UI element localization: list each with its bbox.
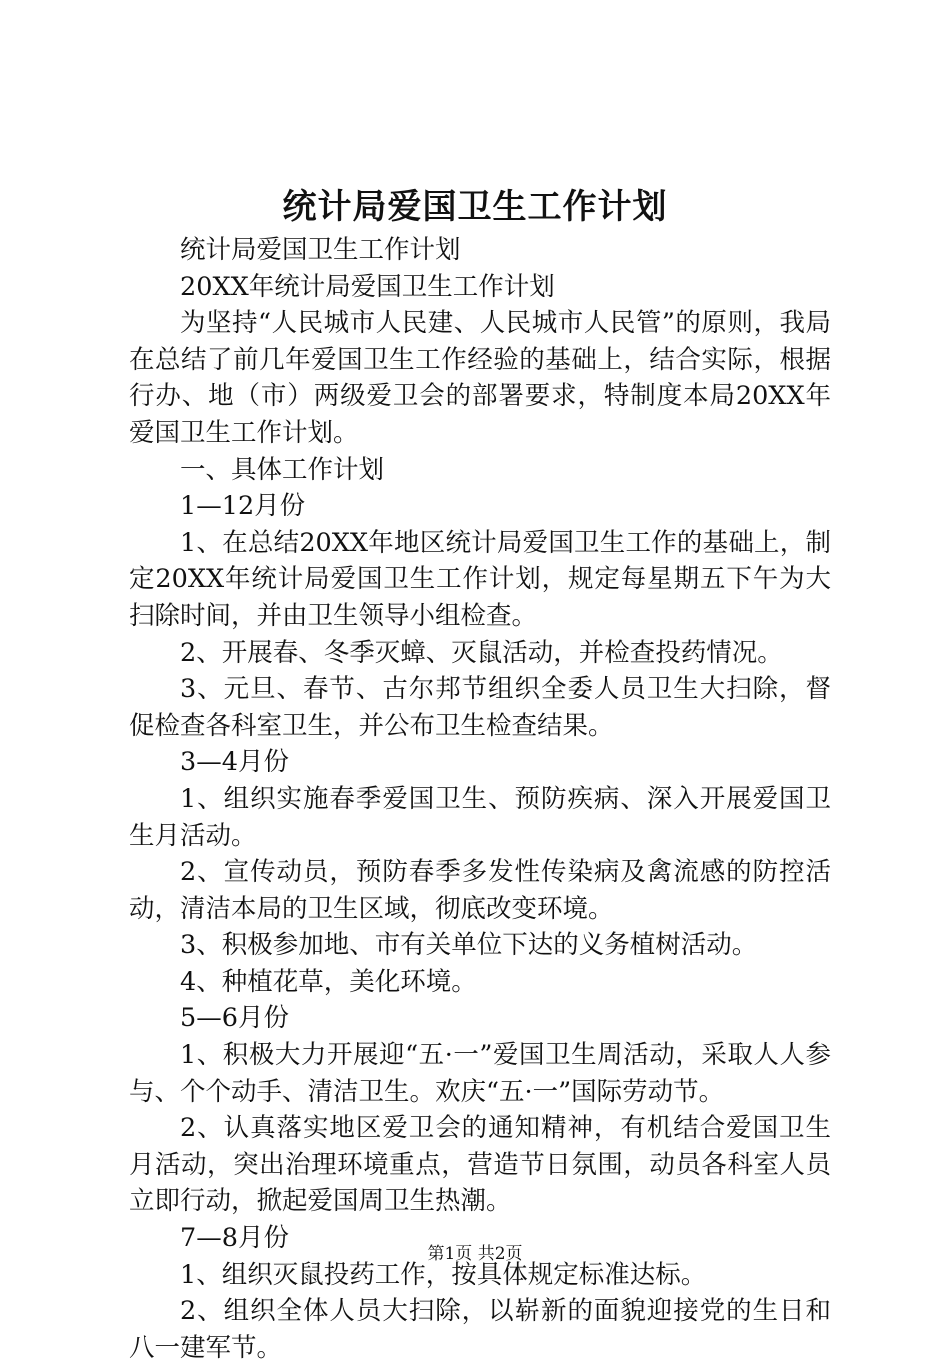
paragraph: 2、组织全体人员大扫除，以崭新的面貌迎接党的生日和八一建军节。 — [129, 1296, 831, 1363]
paragraph: 统计局爱国卫生工作计划 — [180, 235, 461, 265]
period-heading: 1—12月份 — [180, 491, 306, 522]
period-heading: 3—4月份 — [180, 747, 289, 778]
paragraph: 20XX年统计局爱国卫生工作计划 — [180, 271, 555, 302]
period-heading: 5—6月份 — [180, 1003, 289, 1034]
paragraph: 3、元旦、春节、古尔邦节组织全委人员卫生大扫除，督促检查各科室卫生，并公布卫生检查结果。 — [129, 674, 831, 741]
section-heading: 一、具体工作计划 — [180, 454, 385, 485]
paragraph: 2、认真落实地区爱卫会的通知精神，有机结合爱国卫生月活动，突出治理环境重点，营造节日氛围，动员各科室人员立即行动，掀起爱国周卫生热潮。 — [129, 1113, 831, 1217]
document-body — [129, 232, 831, 1366]
paragraph: 4、种植花草，美化环境。 — [180, 966, 477, 997]
period-heading: 7—8月份 — [180, 1223, 289, 1254]
document-title: 统计局爱国卫生工作计划 — [282, 187, 668, 227]
paragraph: 2、开展春、冬季灭蟑、灭鼠活动，并检查投药情况。 — [180, 637, 783, 668]
paragraph: 2、宣传动员，预防春季多发性传染病及禽流感的防控活动，清洁本局的卫生区域，彻底改变环境。 — [129, 857, 831, 924]
paragraph: 1、组织实施春季爱国卫生、预防疾病、深入开展爱国卫生月活动。 — [129, 783, 831, 851]
paragraph: 1、积极大力开展迎“五·一”爱国卫生周活动，采取人人参与、个个动手、清洁卫生。欢庆“五·一”国际劳动节。 — [129, 1040, 831, 1107]
paragraph: 1、组织灭鼠投药工作，按具体规定标准达标。 — [180, 1259, 707, 1290]
paragraph: 为坚持“人民城市人民建、人民城市人民管”的原则，我局在总结了前几年爱国卫生工作经验的基础上，结合实际，根据行办、地（市）两级爱卫会的部署要求，特制度本局20XX年爱国卫生工作计划。 — [129, 308, 831, 448]
page-number-footer: 第1页 共2页 — [427, 1244, 523, 1264]
paragraph: 1、在总结20XX年地区统计局爱国卫生工作的基础上，制定20XX年统计局爱国卫生工作计划，规定每星期五下午为大扫除时间，并由卫生领导小组检查。 — [129, 527, 831, 631]
paragraph: 3、积极参加地、市有关单位下达的义务植树活动。 — [180, 930, 758, 961]
